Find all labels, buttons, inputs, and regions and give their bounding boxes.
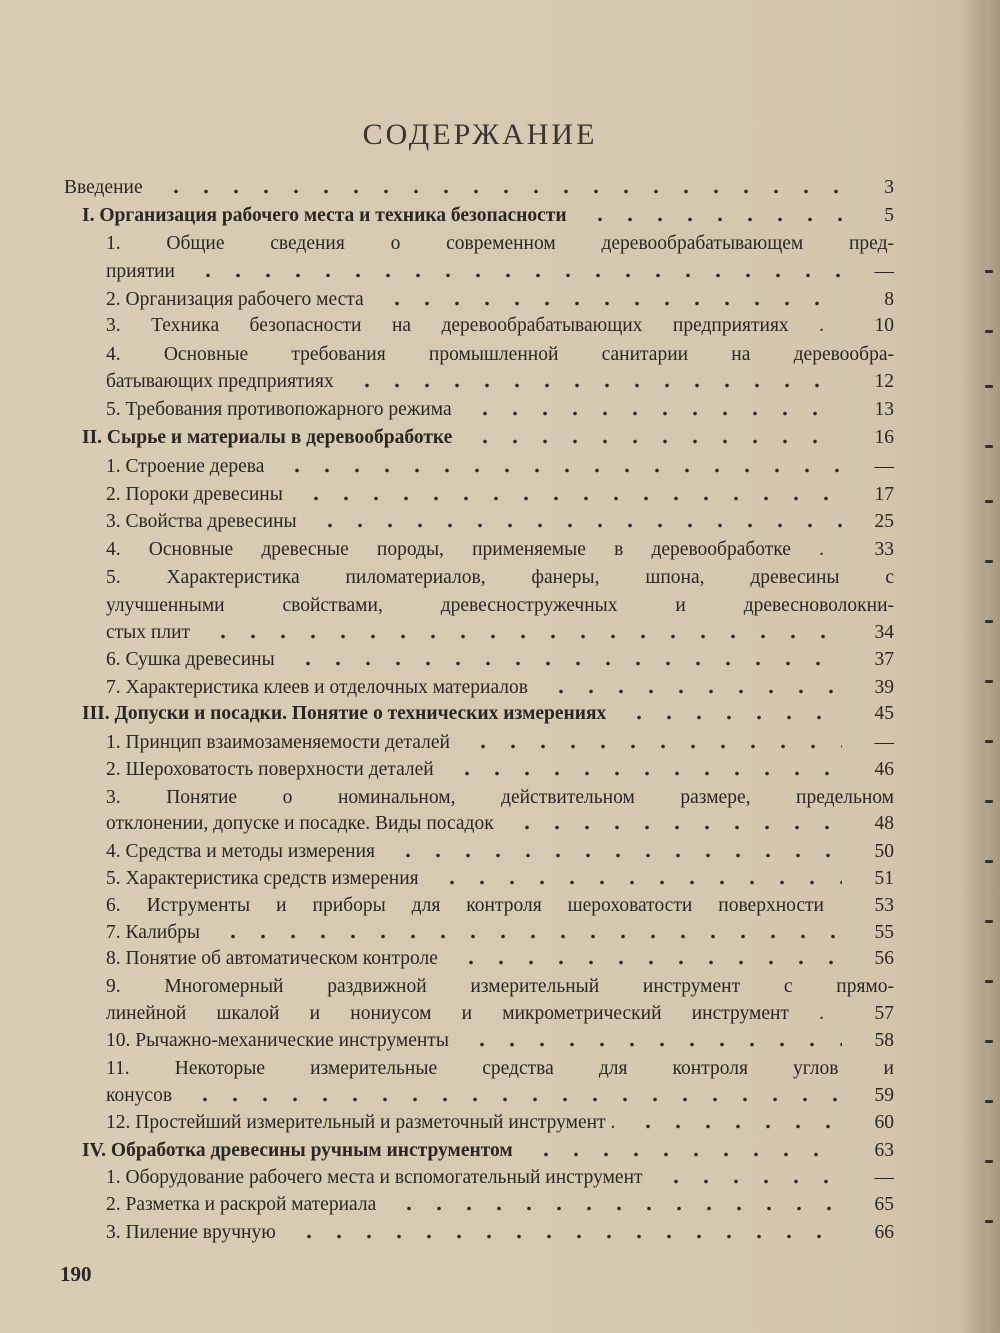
toc-entry-title: 3. Техника безопасности на деревообрабатывающих предприятиях . [106,315,824,336]
toc-entry [64,312,894,339]
toc-page-number: 3 [884,177,894,198]
toc-entry-title: 5. Характеристика средств измерения [106,868,419,889]
toc-entry [64,619,894,646]
toc-entry-title: 11. Некоторые измерительные средства для контроля углов и [106,1058,894,1079]
toc-page-number: 51 [874,868,894,889]
toc-entry [64,674,894,701]
toc-entry [64,729,894,756]
binding-stitch [985,1040,993,1043]
leader-dots [627,1109,842,1136]
toc-entry [64,536,894,563]
binding-stitch [985,800,993,803]
toc-entry [64,919,894,946]
toc-page-number: 10 [874,315,894,336]
toc-entry-title: 3. Пиление вручную [106,1222,276,1243]
toc-page-number: 58 [874,1030,894,1051]
toc-page-number: 66 [874,1222,894,1243]
toc-chapter-entry [64,202,894,229]
toc-entry [64,838,894,865]
toc-page-number: 37 [874,649,894,670]
toc-page-number: 46 [874,759,894,780]
toc-page-number: 63 [874,1140,894,1161]
toc-entry [64,1000,894,1027]
toc-entry-title: 1. Оборудование рабочего места и вспомогательный инструмент [106,1167,643,1188]
toc-entry-title: III. Допуски и посадки. Понятие о технических измерениях [82,703,607,724]
toc-entry-title: 4. Средства и методы измерения [106,841,375,862]
toc-entry-title: IV. Обработка древесины ручным инструментом [82,1140,513,1161]
page-edge-shadow [962,0,1000,1333]
toc-entry-title: Введение [64,177,143,198]
leader-dots [464,424,842,451]
toc-page-number: 34 [874,622,894,643]
toc-entry [64,368,894,395]
toc-page-number: 53 [874,895,894,916]
binding-stitch [985,860,993,863]
toc-entry [64,174,894,201]
toc-page-number: 39 [874,677,894,698]
leader-dots [446,756,842,783]
leader-dots [288,1219,842,1246]
toc-page-number: 55 [874,922,894,943]
toc-entry-title: 7. Калибры [106,922,201,943]
leader-dots [655,1164,842,1191]
toc-entry [64,564,894,591]
toc-page-number: 65 [874,1194,894,1215]
toc-entry [64,784,894,811]
toc-entry-title: стых плит [106,622,191,643]
leader-dots [295,481,842,508]
leader-dots [287,646,842,673]
binding-stitch [985,1220,993,1223]
binding-stitch [985,445,993,448]
toc-entry-title: 8. Понятие об автоматическом контроле [106,948,438,969]
toc-entry-title: 2. Разметка и раскрой материала [106,1194,377,1215]
binding-stitch [985,560,993,563]
page-title: СОДЕРЖАНИЕ [362,118,598,151]
toc-entry-title: 2. Пороки древесины [106,484,283,505]
toc-page-number: 33 [874,539,894,560]
toc-entry [64,865,894,892]
toc-entry-title: 9. Многомерный раздвижной измерительный инструмент с прямо- [106,976,894,997]
toc-entry-title: 3. Понятие о номинальном, действительном размере, предельном [106,787,894,808]
toc-page-number: 16 [874,427,894,448]
leader-dots [618,700,842,727]
toc-page-number: 13 [874,399,894,420]
leader-dots [346,368,842,395]
leader-dots [187,258,842,285]
leader-dots [540,674,842,701]
toc-entry-title: 4. Основные древесные породы, применяемые в деревообработке . [106,539,824,560]
toc-entry [64,756,894,783]
toc-entry [64,396,894,423]
leader-dots [579,202,842,229]
toc-entry [64,810,894,837]
binding-stitch [985,980,993,983]
leader-dots [461,1027,842,1054]
toc-entry-title: 6. Сушка древесины [106,649,275,670]
toc-entry-title: 1. Строение дерева [106,456,265,477]
toc-entry-title: 10. Рычажно-механические инструменты [106,1030,449,1051]
binding-stitch [985,270,993,273]
toc-entry [64,646,894,673]
toc-page-number: 17 [874,484,894,505]
toc-entry-title: 7. Характеристика клеев и отделочных материалов [106,677,528,698]
leader-dots [202,619,842,646]
toc-entry [64,1109,894,1136]
toc-page-number: — [874,1167,894,1188]
toc-entry [64,945,894,972]
toc-page-number: 48 [874,813,894,834]
toc-page-number: 5 [884,205,894,226]
toc-page-number: 12 [874,371,894,392]
toc-entry [64,1191,894,1218]
toc-entry-title: 12. Простейший измерительный и разметочный инструмент . [106,1112,616,1133]
binding-stitch [985,680,993,683]
binding-stitch [985,1160,993,1163]
toc-entry [64,892,894,919]
leader-dots [506,810,842,837]
toc-entry [64,481,894,508]
toc-page-number: 60 [874,1112,894,1133]
toc-entry-title: 1. Общие сведения о современном деревообрабатывающем пред- [106,233,894,254]
toc-page-number: 50 [874,841,894,862]
toc-entry-title: отклонении, допуске и посадке. Виды посадок [106,813,494,834]
toc-entry-title: 3. Свойства древесины [106,511,297,532]
leader-dots [276,453,842,480]
toc-entry-title: 2. Шероховатость поверхности деталей [106,759,434,780]
toc-entry [64,258,894,285]
toc-chapter-entry [64,424,894,451]
toc-entry-title: 6. Иструменты и приборы для контроля шероховатости поверхности [106,895,824,916]
toc-entry-title: 5. Характеристика пиломатериалов, фанеры, шпона, древесины с [106,567,894,588]
toc-chapter-entry [64,1137,894,1164]
toc-entry [64,453,894,480]
toc-entry-title: приятии [106,261,175,282]
leader-dots [388,1191,842,1218]
binding-stitch [985,385,993,388]
toc-entry-title: 4. Основные требования промышленной санитарии на деревообра- [106,344,894,365]
leader-dots [431,865,842,892]
toc-entry-title: I. Организация рабочего места и техника безопасности [82,205,567,226]
leader-dots [155,174,842,201]
toc-entry-title: линейной шкалой и нониусом и микрометрический инструмент . [106,1003,824,1024]
leader-dots [212,919,842,946]
toc-entry-title: II. Сырье и материалы в деревообработке [82,427,453,448]
toc-entry [64,1027,894,1054]
binding-stitch [985,620,993,623]
leader-dots [309,508,842,535]
toc-page-number: 59 [874,1085,894,1106]
toc-entry-title: конусов [106,1085,173,1106]
binding-stitch [985,740,993,743]
toc-page-number: 57 [874,1003,894,1024]
toc-entry [64,230,894,257]
toc-entry [64,1219,894,1246]
leader-dots [464,396,842,423]
toc-entry [64,286,894,313]
toc-entry [64,592,894,619]
toc-page-number: — [874,456,894,477]
toc-page-number: — [874,261,894,282]
leader-dots [462,729,842,756]
toc-entry [64,973,894,1000]
leader-dots [450,945,842,972]
leader-dots [387,838,842,865]
toc-entry [64,1082,894,1109]
toc-entry [64,1164,894,1191]
page-number: 190 [60,1262,92,1286]
toc-page-number: 45 [874,703,894,724]
toc-chapter-entry [64,700,894,727]
toc-entry-title: 2. Организация рабочего места [106,289,364,310]
leader-dots [184,1082,842,1109]
toc-page-number: 25 [874,511,894,532]
binding-stitch [985,1100,993,1103]
leader-dots [525,1137,842,1164]
toc-entry-title: 5. Требования противопожарного режима [106,399,452,420]
toc-entry-title: улучшенными свойствами, древесностружечных и древесноволокни- [106,595,894,616]
toc-entry-title: батывающих предприятиях [106,371,334,392]
toc-entry-title: 1. Принцип взаимозаменяемости деталей [106,732,450,753]
toc-entry [64,1055,894,1082]
leader-dots [376,286,842,313]
binding-stitch [985,500,993,503]
binding-stitch [985,330,993,333]
toc-page-number: 56 [874,948,894,969]
toc-entry [64,341,894,368]
toc-page-number: 8 [884,289,894,310]
toc-page-number: — [874,732,894,753]
binding-stitch [985,920,993,923]
toc-entry [64,508,894,535]
